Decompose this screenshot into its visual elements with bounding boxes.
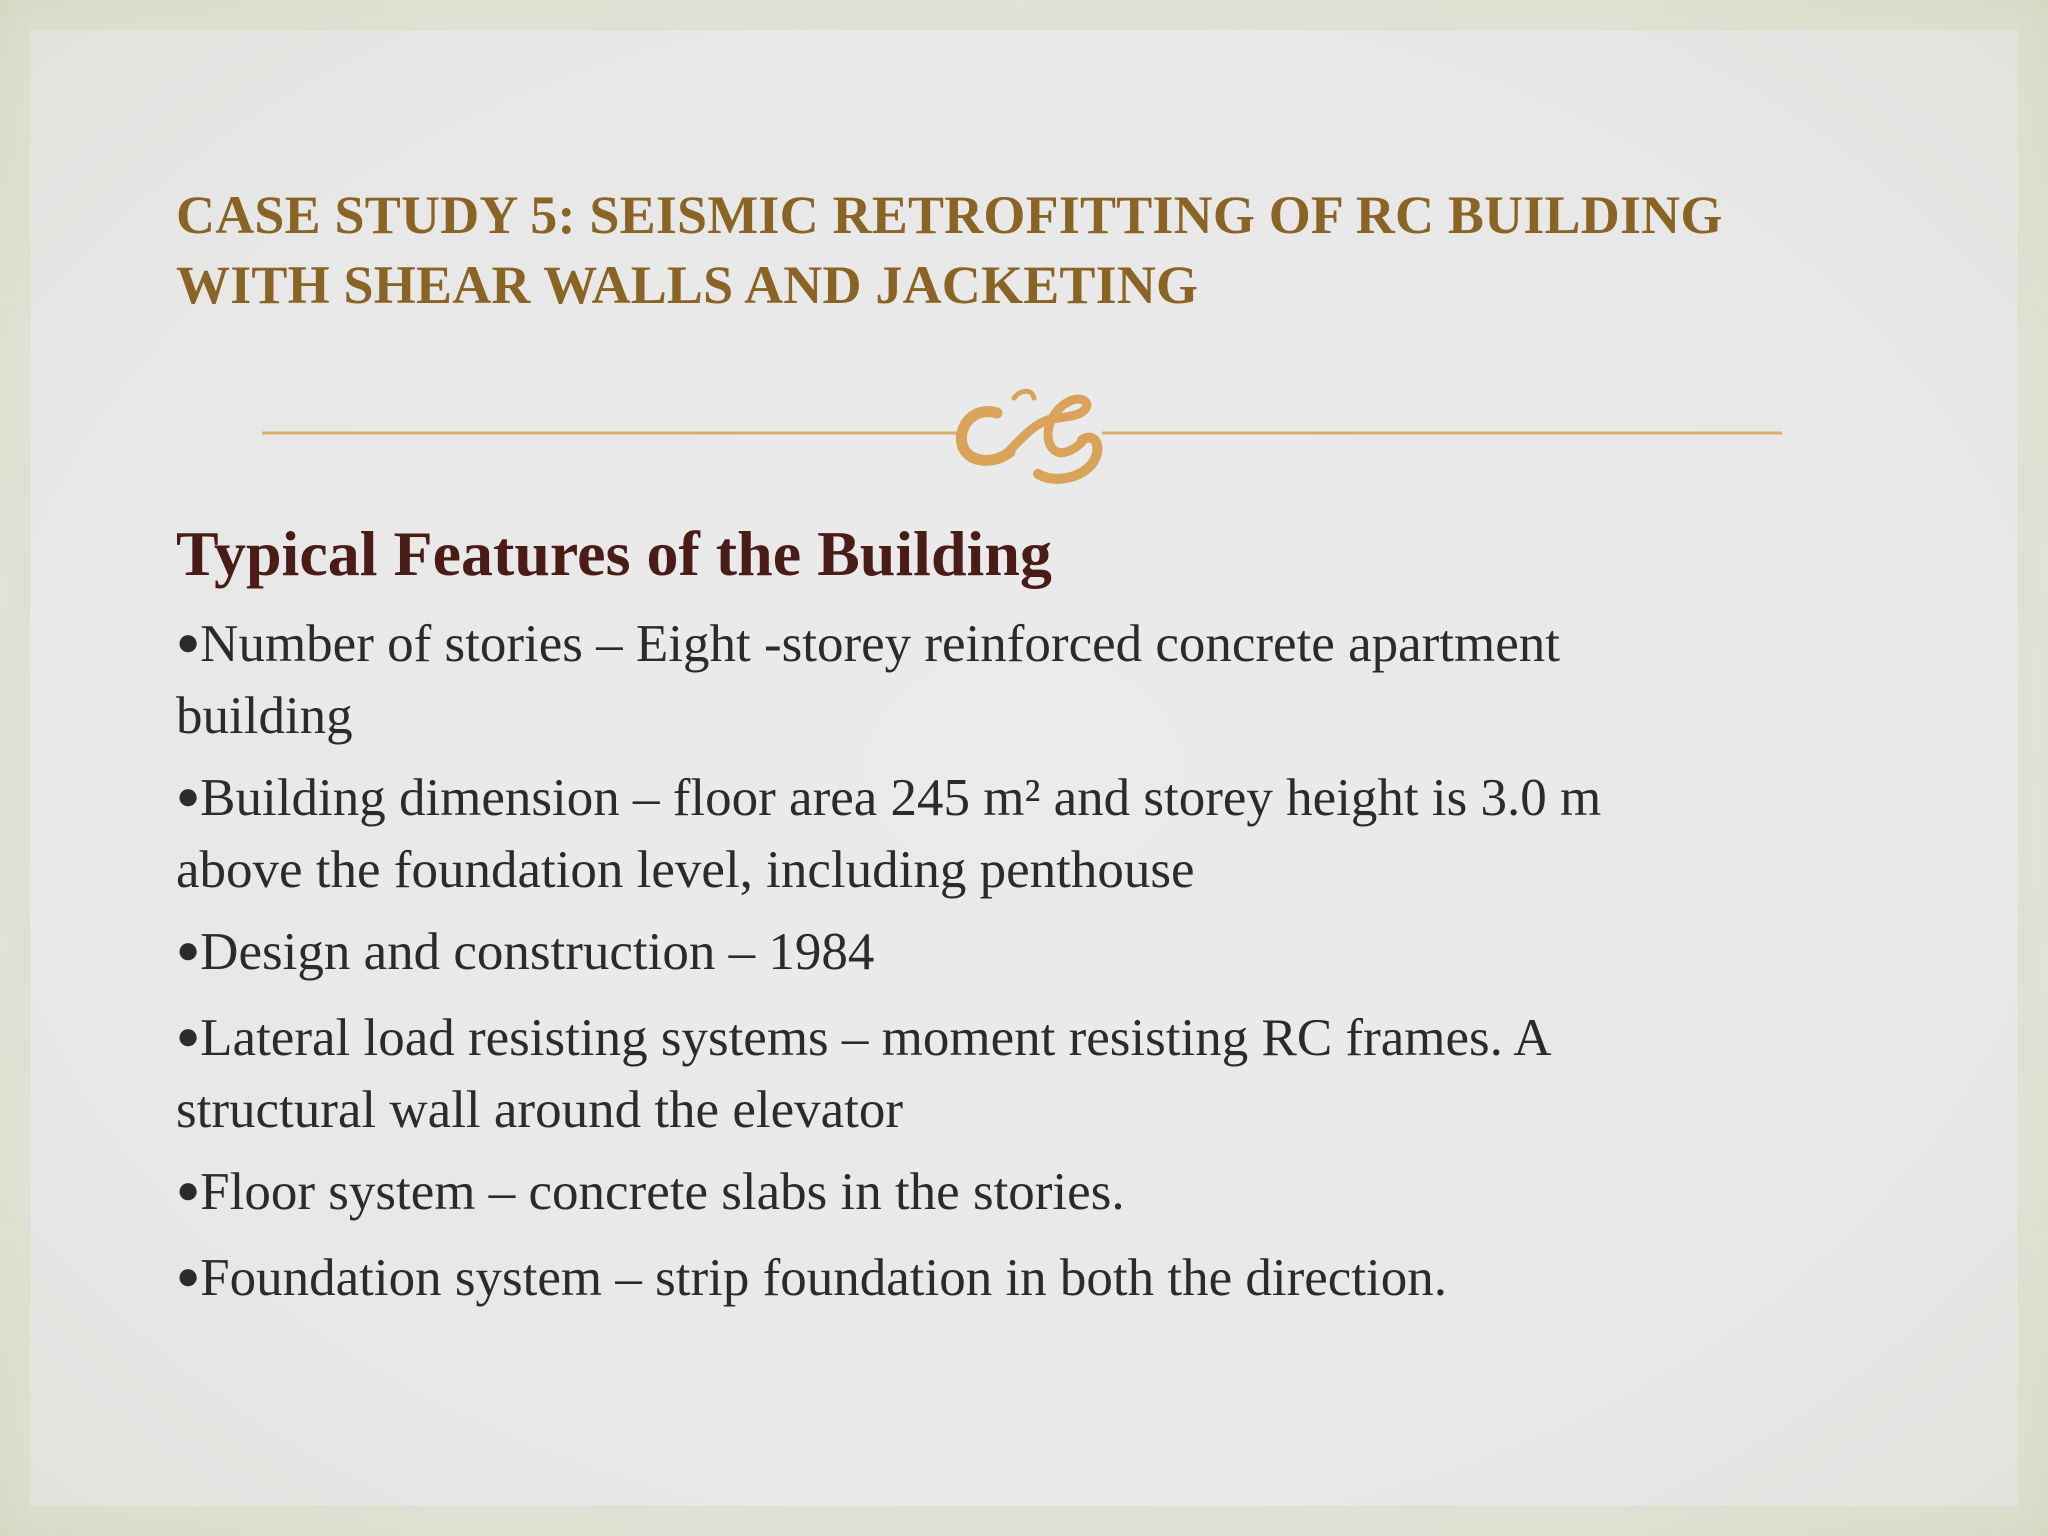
bullet-text-line-1: Floor system – concrete slabs in the stories. xyxy=(200,1163,1125,1221)
bullet-icon: ● xyxy=(176,1253,201,1298)
bullet-icon: ● xyxy=(176,619,201,664)
list-item xyxy=(176,1244,1896,1316)
ornamental-flourish-icon xyxy=(961,391,1097,479)
bullet-icon: ● xyxy=(176,1013,201,1058)
bullet-icon: ● xyxy=(176,773,201,818)
bullet-icon: ● xyxy=(176,927,201,972)
list-item xyxy=(176,1004,1896,1144)
bullet-icon: ● xyxy=(176,1167,201,1212)
slide-title-line-2: WITH SHEAR WALLS AND JACKETING xyxy=(176,255,1199,315)
bullet-text-line-1: Lateral load resisting systems – moment resisting RC frames. A xyxy=(200,1009,1552,1067)
bullet-text-line-1: Building dimension – floor area 245 m² and storey height is 3.0 m xyxy=(200,769,1602,827)
bullet-text-line-1: Foundation system – strip foundation in both the direction. xyxy=(200,1249,1448,1307)
bullet-text-line-1: Number of stories – Eight -storey reinforced concrete apartment xyxy=(200,615,1560,673)
bullet-list xyxy=(176,610,1896,1330)
bullet-text-line-2: building xyxy=(176,687,353,745)
content-heading: Typical Features of the Building xyxy=(176,518,1052,589)
list-item xyxy=(176,764,1896,904)
slide-title-line-1: CASE STUDY 5: SEISMIC RETROFITTING OF RC BUILDING xyxy=(176,185,1723,245)
slide-title xyxy=(176,180,1896,320)
bullet-text-line-2: above the foundation level, including penthouse xyxy=(176,841,1195,899)
bullet-text-line-2: structural wall around the elevator xyxy=(176,1081,903,1139)
list-item xyxy=(176,1158,1896,1230)
list-item xyxy=(176,918,1896,990)
bullet-text-line-1: Design and construction – 1984 xyxy=(200,923,875,981)
list-item xyxy=(176,610,1896,750)
ornamental-divider xyxy=(262,378,1782,488)
